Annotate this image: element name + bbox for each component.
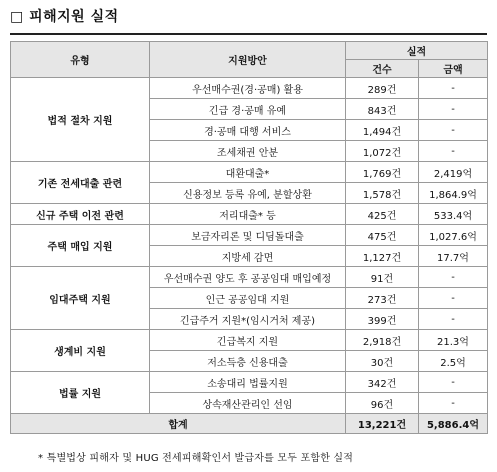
count-cell: 1,769건 [346, 162, 419, 183]
amount-cell: - [419, 288, 488, 309]
total-amount: 5,886.4억 [419, 414, 488, 434]
support-method-cell: 우선매수권(경·공매) 활용 [150, 78, 346, 99]
amount-cell: 1,027.6억 [419, 225, 488, 246]
header-count: 건수 [346, 60, 419, 78]
count-cell: 91건 [346, 267, 419, 288]
support-type-cell: 임대주택 지원 [11, 267, 150, 330]
support-method-cell: 긴급복지 지원 [150, 330, 346, 351]
support-method-cell: 조세채권 안분 [150, 141, 346, 162]
amount-cell: - [419, 141, 488, 162]
count-cell: 289건 [346, 78, 419, 99]
total-row [11, 414, 488, 434]
count-cell: 425건 [346, 204, 419, 225]
count-cell: 273건 [346, 288, 419, 309]
table-row [11, 267, 488, 288]
amount-cell: 17.7억 [419, 246, 488, 267]
count-cell: 843건 [346, 99, 419, 120]
page-title: □ 피해지원 실적 [10, 9, 119, 25]
count-cell: 1,494건 [346, 120, 419, 141]
title-divider [10, 33, 487, 35]
amount-cell: 21.3억 [419, 330, 488, 351]
support-type-cell: 생계비 지원 [11, 330, 150, 372]
support-results-table [10, 41, 488, 434]
amount-cell: - [419, 372, 488, 393]
table-row [11, 225, 488, 246]
header-result: 실적 [346, 42, 488, 60]
count-cell: 399건 [346, 309, 419, 330]
amount-cell: 533.4억 [419, 204, 488, 225]
support-method-cell: 우선매수권 양도 후 공공임대 매입예정 [150, 267, 346, 288]
table-row [11, 372, 488, 393]
count-cell: 1,578건 [346, 183, 419, 204]
support-method-cell: 지방세 감면 [150, 246, 346, 267]
count-cell: 1,127건 [346, 246, 419, 267]
count-cell: 96건 [346, 393, 419, 414]
amount-cell: 1,864.9억 [419, 183, 488, 204]
table-row [11, 330, 488, 351]
amount-cell: - [419, 78, 488, 99]
support-type-cell: 기존 전세대출 관련 [11, 162, 150, 204]
support-type-cell: 법적 절차 지원 [11, 78, 150, 162]
support-method-cell: 상속재산관리인 선임 [150, 393, 346, 414]
support-method-cell: 인근 공공임대 지원 [150, 288, 346, 309]
amount-cell: - [419, 99, 488, 120]
footnote: * 특별법상 피해자 및 HUG 전세피해확인서 발급자를 모두 포함한 실적 [38, 453, 354, 464]
count-cell: 30건 [346, 351, 419, 372]
table-body [11, 78, 488, 414]
table-row [11, 162, 488, 183]
total-label: 합계 [11, 414, 346, 434]
support-method-cell: 저소득층 신용대출 [150, 351, 346, 372]
support-method-cell: 경·공매 대행 서비스 [150, 120, 346, 141]
amount-cell: - [419, 267, 488, 288]
table-row [11, 78, 488, 99]
support-type-cell: 신규 주택 이전 관련 [11, 204, 150, 225]
count-cell: 1,072건 [346, 141, 419, 162]
support-method-cell: 신용정보 등록 유예, 분할상환 [150, 183, 346, 204]
amount-cell: - [419, 393, 488, 414]
table-row [11, 204, 488, 225]
support-method-cell: 저리대출* 등 [150, 204, 346, 225]
support-method-cell: 보금자리론 및 디딤돌대출 [150, 225, 346, 246]
amount-cell: 2,419억 [419, 162, 488, 183]
amount-cell: - [419, 309, 488, 330]
support-method-cell: 긴급주거 지원*(임시거처 제공) [150, 309, 346, 330]
amount-cell: - [419, 120, 488, 141]
header-type: 유형 [11, 42, 150, 78]
count-cell: 2,918건 [346, 330, 419, 351]
count-cell: 342건 [346, 372, 419, 393]
count-cell: 475건 [346, 225, 419, 246]
amount-cell: 2.5억 [419, 351, 488, 372]
header-method: 지원방안 [150, 42, 346, 78]
support-type-cell: 주택 매입 지원 [11, 225, 150, 267]
support-type-cell: 법률 지원 [11, 372, 150, 414]
header-amount: 금액 [419, 60, 488, 78]
support-method-cell: 긴급 경·공매 유예 [150, 99, 346, 120]
total-count: 13,221건 [346, 414, 419, 434]
support-method-cell: 대환대출* [150, 162, 346, 183]
support-method-cell: 소송대리 법률지원 [150, 372, 346, 393]
